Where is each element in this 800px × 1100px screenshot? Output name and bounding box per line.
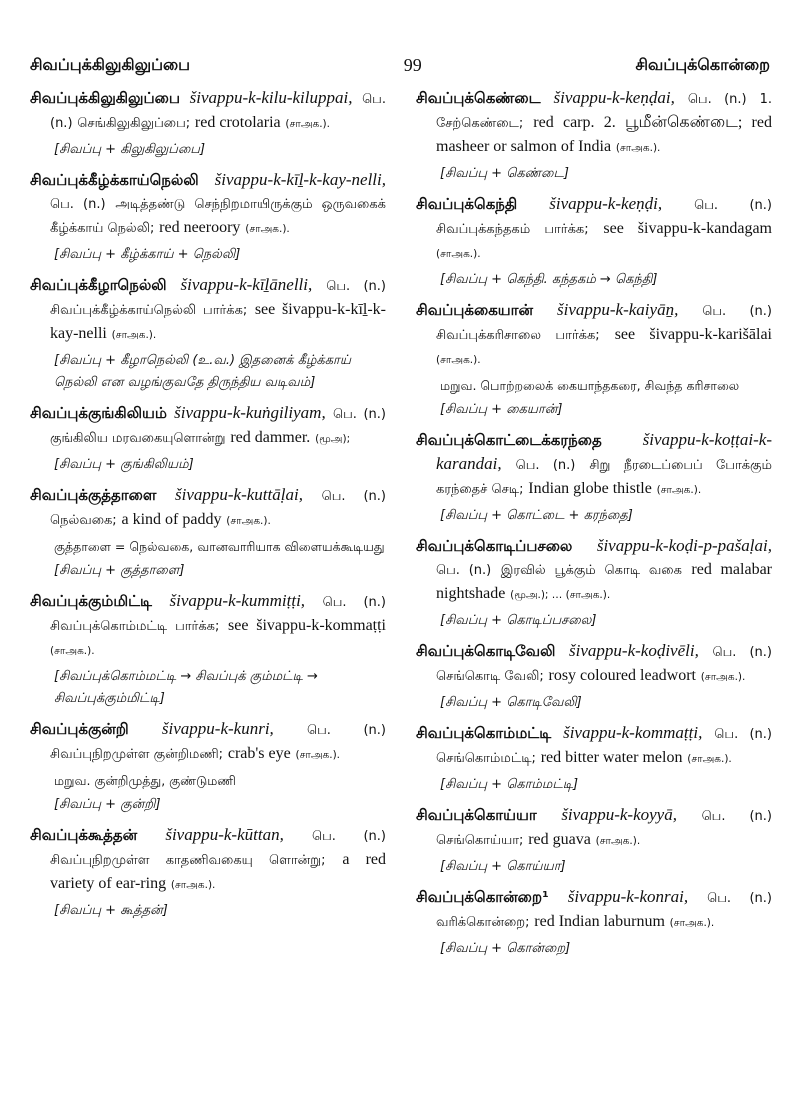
page-number: 99 xyxy=(403,54,422,75)
entry-english-gloss: a kind of paddy xyxy=(121,511,222,528)
entry-tamil-gloss: சிவப்புநிறமுள்ள குன்றிமணி; xyxy=(50,747,224,762)
entry-note: குத்தாளை = நெல்வகை, வானவாரியாக விளையக்கூடியது xyxy=(54,539,385,554)
dictionary-entry xyxy=(416,86,772,185)
entry-source: (மூஅ); xyxy=(315,433,351,445)
entry-pos: பெ. (n.) xyxy=(701,809,772,824)
entry-definition xyxy=(416,192,772,266)
entry-headword: சிவப்புக்குங்கிலியம் xyxy=(30,404,167,422)
entry-transliteration: šivappu-k-keṇḍai, xyxy=(553,88,675,107)
entry-source: (சாஅக.). xyxy=(226,515,271,527)
entry-headword: சிவப்புக்கொட்டைக்கரந்தை xyxy=(416,431,602,449)
entry-headword: சிவப்புக்கெந்தி xyxy=(416,195,518,213)
entry-source: (சாஅக.). xyxy=(436,354,481,366)
entry-definition xyxy=(416,86,772,160)
entry-definition xyxy=(416,803,772,853)
entry-transliteration: šivappu-k-kīḻ-k-kay-nelli, xyxy=(214,170,386,189)
entry-headword: சிவப்புக்கொய்யா xyxy=(416,806,537,824)
entry-english-gloss: rosy coloured leadwort xyxy=(548,667,696,684)
entry-pos: பெ. (n.) xyxy=(50,197,106,212)
entry-source: (சாஅக.). xyxy=(595,835,641,847)
entry-note: மறுவ. பொற்றலைக் கையாந்தகரை, சிவந்த கரிசாலை xyxy=(440,378,740,393)
dictionary-entry xyxy=(416,885,772,960)
entry-english-gloss: red neeroory xyxy=(159,219,241,236)
right-column xyxy=(416,86,772,967)
entry-headword: சிவப்புக்கீழ்க்காய்நெல்லி xyxy=(30,171,199,189)
entry-tamil-gloss: அடித்தண்டு செந்நிறமாயிருக்கும் ஒருவகைக் கீழ்க்காய் நெல்லி; xyxy=(50,197,386,236)
entry-headword: சிவப்புக்குத்தாளை xyxy=(30,486,157,504)
entry-etymology: [சிவப்பு + கொன்றை] xyxy=(440,941,571,956)
entry-transliteration: šivappu-k-kūttan, xyxy=(165,825,284,844)
entry-transliteration: šivappu-k-keṇḍi, xyxy=(549,194,663,213)
entry-source: (சாஅக.). xyxy=(285,118,330,130)
entry-headword: சிவப்புக்கொடிவேலி xyxy=(416,642,556,660)
entry-pos: பெ. (n.) xyxy=(321,489,386,504)
entry-definition xyxy=(30,401,386,451)
entry-pos: பெ. (n.) xyxy=(712,645,772,660)
dictionary-entry xyxy=(416,428,772,527)
entry-transliteration: šivappu-k-konrai, xyxy=(567,887,689,906)
entry-transliteration: šivappu-k-kommaṭṭi, xyxy=(563,723,703,742)
entry-headword: சிவப்புக்கொன்றை¹ xyxy=(416,888,549,906)
dictionary-entry xyxy=(30,273,386,394)
entry-pos: பெ. (n.) xyxy=(322,595,386,610)
entry-etymology: [சிவப்பு + கையான்] xyxy=(440,402,563,417)
entry-etymology: [சிவப்பு + கொம்மட்டி] xyxy=(440,777,579,792)
entry-headword: சிவப்புக்கும்மிட்டி xyxy=(30,592,152,610)
entry-english-gloss: see šivappu-k-kommaṭṭi xyxy=(227,617,387,634)
page-header xyxy=(30,50,770,80)
entry-note: மறுவ. குன்றிமுத்து, குண்டுமணி xyxy=(54,773,236,788)
entry-pos: பெ. (n.) xyxy=(306,723,386,738)
entry-etymology: [சிவப்பு + கீழாநெல்லி (உ.வ.) இதனைக் கீழ்க்காய் நெல்லி என வழங்குவதே திருந்திய வடிவம்] xyxy=(54,353,351,390)
entry-english-gloss: red bitter water melon xyxy=(540,749,683,766)
entry-transliteration: šivappu-k-kuṅgiliyam, xyxy=(174,403,326,422)
entry-source: (சாஅக.). xyxy=(111,329,157,341)
entry-transliteration: šivappu-k-kuttāḷai, xyxy=(175,485,303,504)
dictionary-entry xyxy=(416,534,772,632)
entry-definition xyxy=(30,717,386,767)
entry-etymology: [சிவப்பு + குத்தாளை] xyxy=(54,563,185,578)
entry-english-gloss: red guava xyxy=(528,831,591,848)
entry-pos: பெ. (n.) xyxy=(702,304,772,319)
entry-definition xyxy=(416,298,772,372)
entry-headword: சிவப்புக்கீழாநெல்லி xyxy=(30,276,167,294)
entry-source: (சாஅக.). xyxy=(615,142,661,154)
entry-english-gloss: crab's eye xyxy=(227,745,291,762)
entry-definition xyxy=(416,885,772,935)
entry-etymology: [சிவப்பு + கொடிப்பசலை] xyxy=(440,613,597,628)
entry-transliteration: šivappu-k-kummiṭṭi, xyxy=(169,591,306,610)
entry-definition xyxy=(416,639,772,689)
entry-pos: பெ. (n.) xyxy=(714,727,772,742)
entry-tamil-gloss: செங்கிலுகிலுப்பை; xyxy=(77,116,191,131)
entry-transliteration: šivappu-k-kilu-kiluppai, xyxy=(189,88,353,107)
entry-pos: பெ. (n.) xyxy=(332,407,386,422)
entry-definition xyxy=(416,428,772,502)
entry-english-gloss: Indian globe thistle xyxy=(528,480,652,497)
entry-definition xyxy=(30,168,386,241)
entry-headword: சிவப்புக்கெண்டை xyxy=(416,89,541,107)
entry-english-gloss: red dammer. xyxy=(230,429,311,446)
dictionary-entry xyxy=(416,639,772,714)
entry-etymology: [சிவப்பு + கொடிவேலி] xyxy=(440,695,582,710)
entry-headword: சிவப்புக்குன்றி xyxy=(30,720,129,738)
entry-source: (சாஅக.). xyxy=(656,484,702,496)
entry-definition xyxy=(30,273,386,347)
entry-etymology: [சிவப்பு + குங்கிலியம்] xyxy=(54,457,194,472)
entry-english-gloss: see šivappu-k-kīḻ-k-kay-nelli xyxy=(50,301,386,342)
entry-english-gloss: red crotolaria xyxy=(194,114,281,131)
entry-source: (சாஅக.). xyxy=(669,917,715,929)
dictionary-entry xyxy=(30,168,386,266)
entry-source: (சாஅக.). xyxy=(700,671,746,683)
entry-english-gloss: see šivappu-k-kandagam xyxy=(603,220,772,237)
entry-definition xyxy=(30,483,386,533)
entry-source: (சாஅக.). xyxy=(687,753,732,765)
entry-etymology: [சிவப்பு + கெந்தி. கந்தகம் → கெந்தி] xyxy=(440,272,658,287)
entry-etymology: [சிவப்பு + கூத்தன்] xyxy=(54,903,168,918)
entry-tamil-gloss: குங்கிலிய மரவகையுளொன்று xyxy=(50,431,226,446)
dictionary-entry xyxy=(416,803,772,878)
entry-tamil-gloss: சிவப்புக்கந்தகம் பார்க்க; xyxy=(436,222,589,237)
entry-english-gloss: red Indian laburnum xyxy=(534,913,665,930)
entry-tamil-gloss: வரிக்கொன்றை; xyxy=(436,915,530,930)
entry-transliteration: šivappu-k-koḍi-p-pašaḷai, xyxy=(596,536,772,555)
entry-pos: பெ. (n.) xyxy=(436,563,492,578)
entry-tamil-gloss: நெல்வகை; xyxy=(50,513,117,528)
entry-tamil-gloss: செங்கொம்மட்டி; xyxy=(436,751,536,766)
entry-etymology: [சிவப்பு + கிலுகிலுப்பை] xyxy=(54,142,206,157)
entry-etymology: [சிவப்பு + குன்றி] xyxy=(54,797,161,812)
entry-etymology: [சிவப்பு + கெண்டை] xyxy=(440,166,569,181)
entry-source: (சாஅக.). xyxy=(295,749,341,761)
entry-transliteration: šivappu-k-kīḻānelli, xyxy=(180,275,313,294)
entry-headword: சிவப்புக்கையான் xyxy=(416,301,534,319)
entry-source: (சாஅக.). xyxy=(436,248,481,260)
entry-headword: சிவப்புக்கூத்தன் xyxy=(30,826,138,844)
dictionary-entry xyxy=(30,86,386,161)
entry-transliteration: šivappu-k-koḍivēli, xyxy=(569,641,699,660)
header-left-word: சிவப்புக்கிலுகிலுப்பை xyxy=(30,54,191,74)
entry-etymology: [சிவப்புக்கொம்மட்டி → சிவப்புக் கும்மட்டி → சிவப்புக்கும்மிட்டி] xyxy=(54,669,318,706)
entry-transliteration: šivappu-k-koyyā, xyxy=(561,805,677,824)
entry-transliteration: šivappu-k-kunri, xyxy=(161,719,274,738)
header-right-word: சிவப்புக்கொன்றை xyxy=(635,54,770,74)
entry-english-gloss: red carp. 2. பூமீன்கெண்டை; red masheer or salmon of India xyxy=(436,114,772,155)
entry-headword: சிவப்புக்கிலுகிலுப்பை xyxy=(30,89,181,107)
entry-definition xyxy=(30,86,386,136)
entry-tamil-gloss: இரவில் பூக்கும் கொடி வகை xyxy=(500,563,682,578)
dictionary-entry xyxy=(30,401,386,476)
entry-definition xyxy=(30,823,386,897)
entry-pos: பெ. (n.) xyxy=(50,92,386,131)
entry-etymology: [சிவப்பு + கீழ்க்காய் + நெல்லி] xyxy=(54,247,241,262)
entry-etymology: [சிவப்பு + கொட்டை + கரந்தை] xyxy=(440,508,633,523)
entry-transliteration: šivappu-k-kaiyāṉ, xyxy=(557,300,679,319)
entry-pos: பெ. (n.) xyxy=(515,458,576,473)
entry-source: (சாஅக.). xyxy=(50,645,95,657)
entry-pos: பெ. (n.) xyxy=(312,829,386,844)
entry-source: (மூஅ.); … (சாஅக.). xyxy=(510,589,611,601)
entry-definition xyxy=(30,589,386,663)
left-column xyxy=(30,86,386,929)
dictionary-entry xyxy=(416,721,772,796)
entry-definition xyxy=(416,534,772,607)
entry-headword: சிவப்புக்கொம்மட்டி xyxy=(416,724,552,742)
entry-tamil-gloss: சிறு நீரடைப்பைப் போக்கும் கரந்தைச் செடி; xyxy=(436,458,772,497)
entry-tamil-gloss: 1. சேற்கெண்டை; xyxy=(436,92,772,131)
dictionary-entry xyxy=(416,298,772,421)
dictionary-entry xyxy=(416,192,772,291)
entry-english-gloss: red malabar nightshade xyxy=(436,561,773,602)
entry-pos: பெ. (n.) xyxy=(694,198,772,213)
dictionary-entry xyxy=(30,823,386,922)
entry-etymology: [சிவப்பு + கொய்யா] xyxy=(440,859,566,874)
entry-tamil-gloss: சிவப்புக்கரிசாலை பார்க்க; xyxy=(436,328,600,343)
entry-pos: பெ. (n.) xyxy=(326,279,386,294)
entry-headword: சிவப்புக்கொடிப்பசலை xyxy=(416,537,573,555)
entry-tamil-gloss: சிவப்புக்கீழ்க்காய்நெல்லி பார்க்க; xyxy=(50,303,248,318)
entry-definition xyxy=(416,721,772,771)
entry-pos: பெ. (n.) xyxy=(707,891,772,906)
dictionary-entry xyxy=(30,483,386,582)
entry-transliteration: šivappu-k-koṭṭai-k-karandai, xyxy=(436,430,772,473)
entry-source: (சாஅக.). xyxy=(245,223,290,235)
entry-tamil-gloss: சிவப்புக்கொம்மட்டி பார்க்க; xyxy=(50,619,220,634)
dictionary-entry xyxy=(30,717,386,816)
entry-tamil-gloss: செங்கொடி வேலி; xyxy=(436,669,544,684)
entry-tamil-gloss: சிவப்புநிறமுள்ள காதணிவகையு ளொன்று; xyxy=(50,853,326,868)
entry-source: (சாஅக.). xyxy=(170,879,216,891)
entry-english-gloss: a red variety of ear-ring xyxy=(50,851,387,892)
entry-tamil-gloss: செங்கொய்யா; xyxy=(436,833,524,848)
dictionary-entry xyxy=(30,589,386,710)
entry-pos: பெ. (n.) xyxy=(687,92,747,107)
entry-english-gloss: see šivappu-k-karišālai xyxy=(614,326,772,343)
